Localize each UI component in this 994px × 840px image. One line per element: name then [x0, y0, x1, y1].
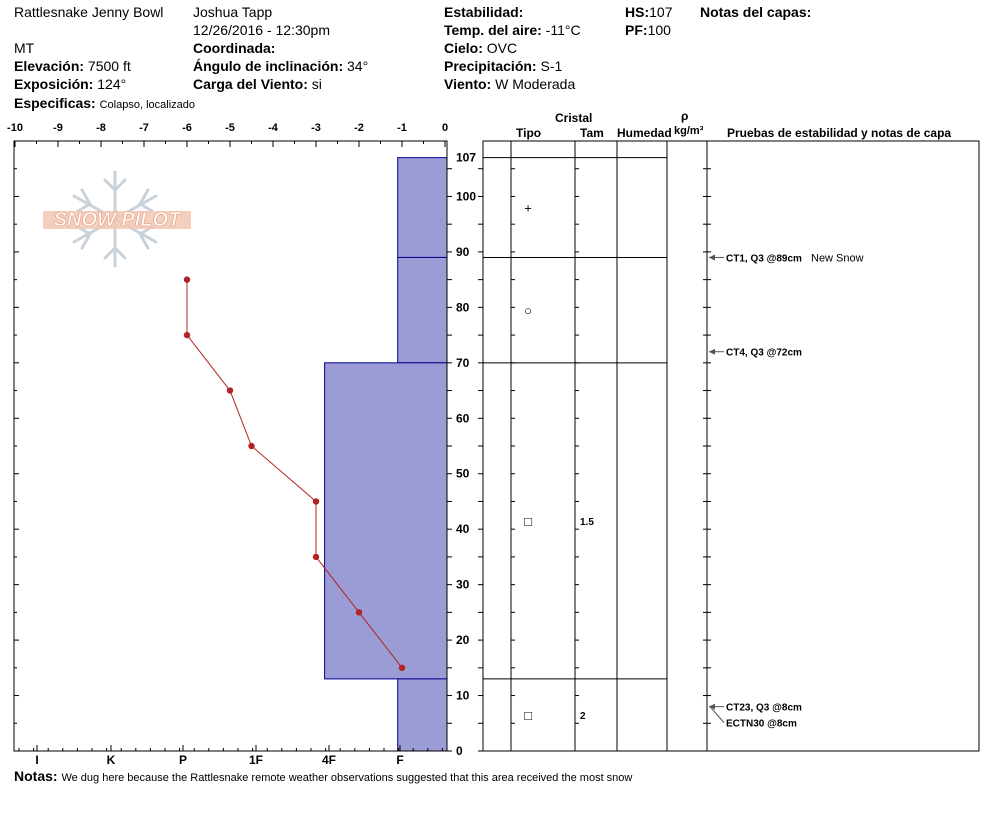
notes [14, 768, 632, 786]
hardness-tick-label: K [106, 753, 116, 767]
moisture-heading: Humedad [617, 126, 672, 140]
hardness-tick-label: F [396, 753, 404, 767]
test-note: New Snow [811, 252, 864, 265]
notes-label: Notas: [14, 768, 58, 784]
temp-tick-label: -7 [139, 122, 149, 134]
hardness-bar [325, 363, 447, 679]
height-tick-label: 80 [456, 300, 470, 315]
specifics-label: Especificas: [14, 95, 96, 111]
sky-label: Cielo: [444, 40, 483, 56]
height-tick-label: 100 [456, 189, 477, 204]
hardness-tick-label: P [178, 753, 188, 767]
temperature-point [184, 276, 190, 282]
notes-text: We dug here because the Rattlesnake remote weather observations suggested that this area received the most snow [61, 772, 633, 784]
test-arrow-line [710, 707, 724, 723]
type-heading: Tipo [516, 126, 542, 140]
temperature-point [356, 609, 362, 615]
sky-value: OVC [486, 40, 518, 56]
height-tick-label: 70 [456, 355, 470, 370]
size-heading: Tam [580, 126, 604, 140]
elevation-label: Elevación: [14, 58, 85, 74]
height-tick-label: 60 [456, 411, 470, 426]
rho-heading: ρ [681, 109, 689, 123]
precip-label: Precipitación: [444, 58, 537, 74]
airtemp-label: Temp. del aire: [444, 22, 542, 38]
crystal-symbol: + [524, 200, 532, 216]
hs-value: 107 [649, 4, 673, 20]
tests-heading: Pruebas de estabilidad y notas de capa [727, 126, 952, 140]
exposure-value: 124° [97, 76, 127, 92]
height-tick-label: 107 [456, 150, 477, 165]
snowpilot-logo [43, 172, 191, 266]
windload-value: si [311, 76, 322, 92]
crystal-symbol: □ [524, 513, 532, 529]
precip-value: S-1 [540, 58, 563, 74]
temperature-point [313, 554, 319, 560]
crystal-symbol: ○ [524, 303, 532, 319]
temp-tick-label: -9 [53, 122, 63, 134]
temperature-point [399, 665, 405, 671]
temperature-point [184, 332, 190, 338]
wind-label: Viento: [444, 76, 492, 92]
layer-notes-label: Notas del capas: [700, 4, 812, 20]
test-arrow-head [709, 254, 715, 260]
pf-label: PF: [625, 22, 648, 38]
crystal-heading: Cristal [555, 111, 593, 125]
test-label: ECTN30 @8cm [726, 718, 797, 730]
temp-tick-label: -8 [96, 122, 106, 134]
hs-label: HS: [625, 4, 650, 20]
pf-value: 100 [647, 22, 671, 38]
height-tick-label: 30 [456, 577, 470, 592]
height-tick-label: 50 [456, 466, 470, 481]
hardness-tick-label: 1F [248, 753, 264, 767]
crystal-size: 2 [580, 710, 586, 722]
temp-tick-label: -2 [354, 122, 364, 134]
hardness-bar [398, 257, 447, 362]
temperature-point [248, 443, 254, 449]
height-tick-label: 90 [456, 244, 470, 259]
height-tick-label: 0 [456, 744, 463, 758]
hardness-bar [398, 679, 447, 751]
wind-value: W Moderada [495, 76, 576, 92]
height-tick-label: 40 [456, 522, 470, 537]
test-label: CT23, Q3 @8cm [726, 702, 802, 714]
elevation-value: 7500 ft [87, 58, 131, 74]
slope-label: Ángulo de inclinación: [193, 58, 344, 74]
density-unit: kg/m³ [674, 125, 704, 137]
date-time: 12/26/2016 - 12:30pm [193, 22, 330, 38]
height-tick-label: 10 [456, 688, 470, 703]
temp-tick-label: -1 [397, 122, 407, 134]
hardness-tick-label: I [35, 753, 39, 767]
crystal-symbol: □ [524, 707, 532, 723]
temperature-point [313, 498, 319, 504]
location-name: Rattlesnake Jenny Bowl [14, 4, 164, 20]
temp-tick-label: -4 [268, 122, 278, 134]
specifics-value: Colapso, localizado [99, 99, 195, 111]
exposure-label: Exposición: [14, 76, 94, 92]
hardness-tick-label: 4F [321, 753, 337, 767]
stability-label: Estabilidad: [444, 4, 524, 20]
hardness-bar [398, 158, 447, 258]
test-label: CT1, Q3 @89cm [726, 253, 802, 265]
coordinates-label: Coordinada: [193, 40, 276, 56]
logo-text: SNOW PILOT [53, 209, 181, 231]
temperature-point [227, 387, 233, 393]
temp-tick-label: -5 [225, 122, 235, 134]
test-arrow-head [709, 349, 715, 355]
windload-label: Carga del Viento: [193, 76, 308, 92]
layer-table-frame [483, 141, 979, 751]
crystal-size: 1.5 [580, 516, 594, 528]
state: MT [14, 40, 35, 56]
observer-name: Joshua Tapp [193, 4, 273, 20]
temp-tick-label: -10 [7, 122, 23, 134]
temp-tick-label: -3 [311, 122, 321, 134]
temp-tick-label: 0 [441, 122, 449, 134]
airtemp-value: -11°C [545, 22, 581, 38]
height-tick-label: 20 [456, 633, 470, 648]
temp-tick-label: -6 [182, 122, 192, 134]
slope-value: 34° [347, 58, 369, 74]
test-label: CT4, Q3 @72cm [726, 347, 802, 359]
